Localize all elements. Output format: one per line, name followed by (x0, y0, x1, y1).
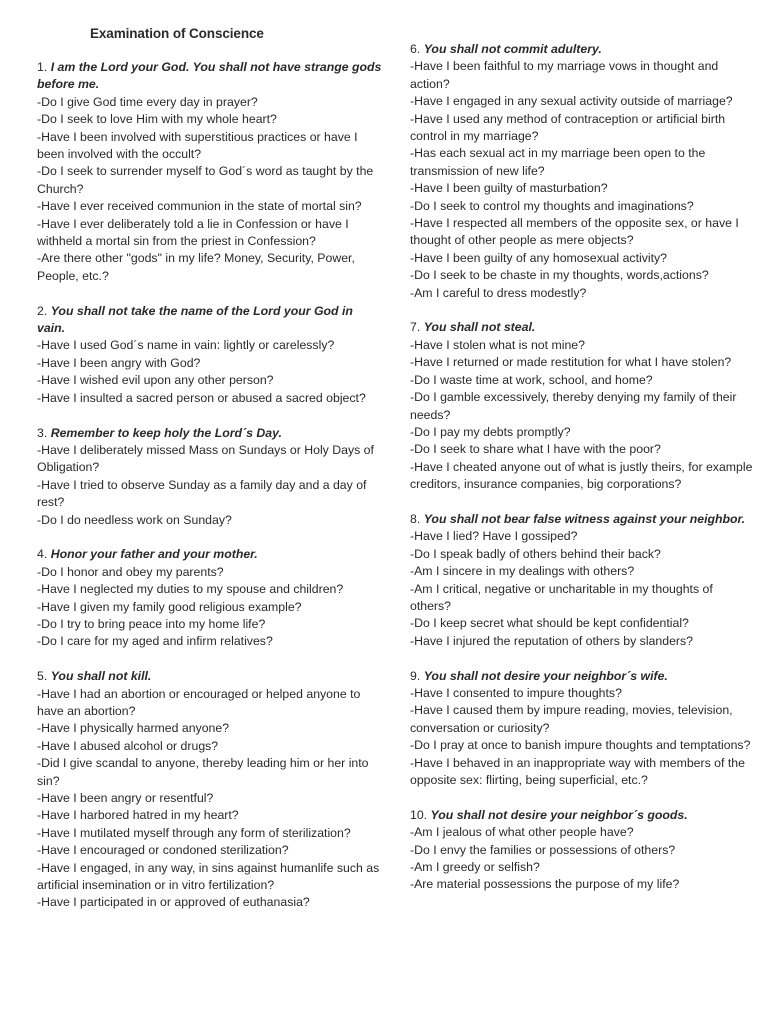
commandment-section (37, 546, 382, 650)
left-column (37, 59, 382, 929)
examination-question: -Have I neglected my duties to my spouse and children? (37, 582, 344, 597)
commandment-section (410, 319, 755, 493)
commandment-section (37, 303, 382, 407)
commandment-heading (37, 425, 382, 442)
examination-question: -Have I been guilty of any homosexual activity? (410, 250, 668, 265)
commandment-text: You shall not take the name of the Lord your God in vain. (37, 303, 353, 336)
commandment-text: You shall not steal. (423, 320, 536, 335)
examination-question: -Have I used God´s name in vain: lightly or carelessly? (37, 338, 335, 353)
examination-question: -Do I gamble excessively, thereby denying my family of their needs? (410, 390, 737, 422)
examination-question: -Have I been involved with superstitious practices or have I been involved with the occult? (37, 129, 358, 162)
examination-question: -Have I lied? Have I gossiped? (410, 529, 578, 544)
commandment-section (410, 807, 755, 894)
examination-question: -Am I jealous of what other people have? (410, 825, 634, 840)
examination-question: -Do I envy the families or possessions of others? (410, 842, 676, 857)
examination-question: -Am I critical, negative or uncharitable in my thoughts of others? (410, 581, 713, 613)
examination-question: -Are material possessions the purpose of my life? (410, 877, 680, 892)
examination-question: -Have I ever deliberately told a lie in Confession or have I withheld a mortal sin from the priest in Confession? (37, 216, 349, 249)
commandment-number: 3. (37, 425, 48, 440)
commandment-heading (37, 59, 382, 94)
right-column (410, 41, 755, 911)
examination-question: -Have I had an abortion or encouraged or helped anyone to have an abortion? (37, 686, 361, 718)
commandment-number: 7. (410, 320, 421, 335)
examination-question: -Have I engaged, in any way, in sins against humanlife such as artificial insemination or in vitro fertilization? (37, 860, 380, 893)
commandment-section (410, 41, 755, 302)
examination-question: -Have I been angry or resentful? (37, 791, 214, 805)
examination-question: -Have I been guilty of masturbation? (410, 181, 608, 196)
examination-question: -Do I seek to control my thoughts and imaginations? (410, 198, 694, 213)
commandment-text: You shall not desire your neighbor´s goods. (430, 807, 688, 822)
examination-question: -Have I participated in or approved of euthanasia? (37, 895, 310, 910)
examination-question: -Am I careful to dress modestly? (410, 285, 587, 300)
examination-question: -Do I seek to share what I have with the poor? (410, 442, 661, 457)
commandment-text: Remember to keep holy the Lord´s Day. (50, 425, 282, 440)
examination-question: -Have I been angry with God? (37, 355, 201, 370)
examination-question: -Do I keep secret what should be kept confidential? (410, 616, 689, 631)
examination-question: -Am I greedy or selfish? (410, 860, 540, 875)
examination-question: -Have I abused alcohol or drugs? (37, 738, 219, 753)
examination-question: -Do I seek to love Him with my whole heart? (37, 112, 277, 127)
examination-question: -Have I harbored hatred in my heart? (37, 808, 239, 823)
examination-question: -Have I wished evil upon any other person? (37, 373, 274, 388)
commandment-heading (410, 319, 755, 336)
examination-question: -Have I deliberately missed Mass on Sundays or Holy Days of Obligation? (37, 442, 374, 475)
commandment-heading (37, 546, 382, 563)
examination-question: -Have I behaved in an inappropriate way with members of the opposite sex: flirting, being superficial, etc.? (410, 755, 745, 788)
examination-question: -Do I pray at once to banish impure thoughts and temptations? (410, 738, 751, 753)
examination-question: -Have I consented to impure thoughts? (410, 685, 622, 700)
commandment-number: 8. (410, 511, 421, 526)
commandment-section (410, 668, 755, 790)
examination-question: -Are there other "gods" in my life? Money, Security, Power, People, etc.? (37, 251, 355, 283)
commandment-number: 4. (37, 547, 48, 562)
examination-question: -Have I encouraged or condoned sterilization? (37, 843, 289, 858)
examination-question: -Have I used any method of contraception or artificial birth control in my marriage? (410, 111, 726, 144)
examination-question: -Have I engaged in any sexual activity outside of marriage? (410, 94, 733, 109)
examination-question: -Have I caused them by impure reading, movies, television, conversation or curiosity? (410, 703, 733, 735)
examination-question: -Have I injured the reputation of others by slanders? (410, 633, 693, 648)
examination-question: -Have I ever received communion in the state of mortal sin? (37, 199, 362, 214)
commandment-number: 5. (37, 669, 48, 684)
examination-question: -Do I waste time at work, school, and home? (410, 372, 653, 387)
examination-question: -Do I speak badly of others behind their back? (410, 546, 661, 561)
commandment-section (37, 59, 382, 285)
examination-question: -Do I do needless work on Sunday? (37, 512, 232, 527)
examination-question: -Do I give God time every day in prayer? (37, 94, 258, 109)
commandment-heading (37, 303, 382, 338)
examination-question: -Have I cheated anyone out of what is justly theirs, for example creditors, insurance companies, big corporations? (410, 459, 753, 492)
examination-question: -Have I physically harmed anyone? (37, 721, 230, 736)
examination-question: -Has each sexual act in my marriage been open to the transmission of new life? (410, 146, 706, 178)
examination-question: -Have I respected all members of the opposite sex, or have I thought of other people as mere objects? (410, 216, 739, 248)
commandment-heading (410, 807, 755, 824)
examination-question: -Do I care for my aged and infirm relatives? (37, 634, 273, 649)
commandment-text: You shall not bear false witness against your neighbor. (423, 511, 746, 526)
commandment-text: Honor your father and your mother. (50, 547, 258, 562)
commandment-number: 10. (410, 807, 428, 822)
commandment-text: You shall not commit adultery. (423, 42, 602, 56)
examination-question: -Do I pay my debts promptly? (410, 424, 571, 439)
examination-question: -Have I mutilated myself through any form of sterilization? (37, 825, 351, 840)
commandment-text: You shall not desire your neighbor´s wife. (423, 668, 668, 683)
examination-question: -Did I give scandal to anyone, thereby leading him or her into sin? (37, 756, 369, 788)
examination-question: -Have I insulted a sacred person or abused a sacred object? (37, 390, 366, 405)
examination-question: -Have I stolen what is not mine? (410, 337, 585, 352)
commandment-number: 6. (410, 42, 421, 56)
commandment-number: 9. (410, 668, 421, 683)
examination-question: -Have I been faithful to my marriage vows in thought and action? (410, 59, 719, 91)
examination-question: -Do I seek to surrender myself to God´s word as taught by the Church? (37, 164, 374, 196)
page-title: Examination of Conscience (90, 26, 264, 41)
examination-question: -Have I returned or made restitution for what I have stolen? (410, 355, 732, 370)
examination-question: -Have I tried to observe Sunday as a family day and a day of rest? (37, 477, 367, 510)
examination-question: -Do I try to bring peace into my home life? (37, 616, 266, 631)
commandment-section (37, 425, 382, 529)
examination-question: -Have I given my family good religious example? (37, 599, 302, 614)
commandment-section (37, 668, 382, 912)
examination-question: -Do I honor and obey my parents? (37, 564, 224, 579)
commandment-text: You shall not kill. (50, 669, 152, 684)
examination-question: -Am I sincere in my dealings with others? (410, 564, 635, 579)
commandment-heading (410, 668, 755, 685)
commandment-number: 2. (37, 303, 48, 318)
examination-question: -Do I seek to be chaste in my thoughts, words,actions? (410, 268, 709, 283)
commandment-number: 1. (37, 60, 48, 74)
commandment-section (410, 511, 755, 650)
commandment-heading (37, 668, 382, 685)
commandment-heading (410, 511, 755, 528)
commandment-heading (410, 41, 755, 58)
commandment-text: I am the Lord your God. You shall not have strange gods before me. (37, 60, 382, 92)
